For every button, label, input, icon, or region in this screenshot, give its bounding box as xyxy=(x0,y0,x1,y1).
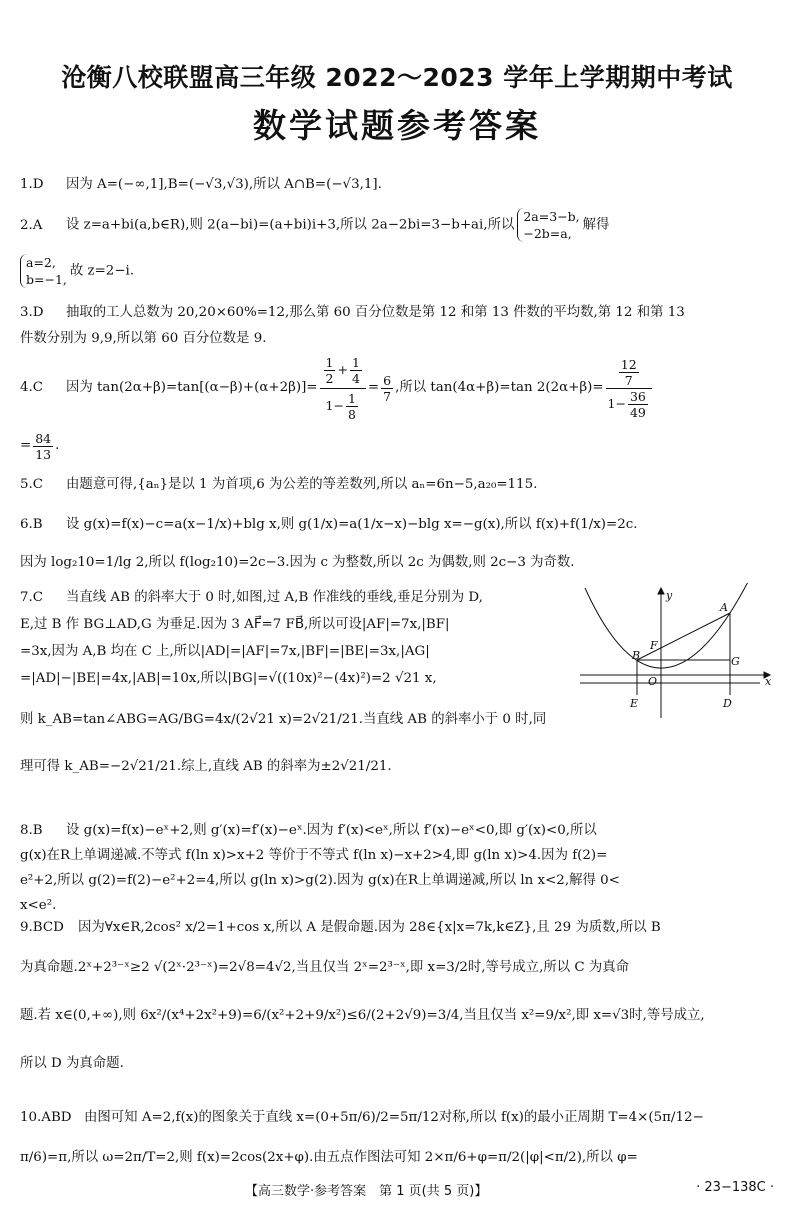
label-f: F xyxy=(650,639,658,652)
answer-6: 6.B 设 g(x)=f(x)−c=a(x−1/x)+blg x,则 g(1/x)=a(1/x−x)−blg x=−g(x),所以 f(x)+f(1/x)=2c. 因为 log₂10=1/lg 2,所以 f(log₂10)=2c−3.因为 c 为整数,所以 2c 为偶数,则 2c−3 为奇数. xyxy=(20,517,638,570)
label-o: O xyxy=(648,675,658,688)
label-y: y xyxy=(666,589,673,602)
answer-10: 10.ABD 由图可知 A=2,f(x)的图象关于直线 x=(0+5π/6)/2=5π/12对称,所以 f(x)的最小正周期 T=4×(5π/12− π/6)=π,所以 ω=2π/T=2,则 f(x)=2cos(2x+φ).由五点作图法可知 2×π/6+φ=π/2(|φ|<π/2),所以 φ= xyxy=(20,1110,704,1165)
y-axis-arrow xyxy=(658,588,664,594)
equation-system: 2a=3−b, −2b=a, xyxy=(517,208,579,242)
footer-code: · 23−138C · xyxy=(696,1180,774,1195)
label-g: G xyxy=(731,655,740,668)
footer-page-info: 【高三数学·参考答案 第 1 页(共 5 页)】 xyxy=(245,1184,488,1199)
answer-1: 1.D 因为 A=(−∞,1],B=(−√3,√3),所以 A∩B=(−√3,1]. xyxy=(20,177,382,192)
page-subtitle: 数学试题参考答案 xyxy=(253,106,541,145)
answer-5: 5.C 由题意可得,{aₙ}是以 1 为首项,6 为公差的等差数列,所以 aₙ=6n−5,a₂₀=115. xyxy=(20,477,538,492)
answer-3: 3.D 抽取的工人总数为 20,20×60%=12,那么第 60 百分位数是第 12 和第 13 件数的平均数,第 12 和第 13 件数分别为 9,9,所以第 60 百分位数是 9. xyxy=(20,305,685,346)
label-x: x xyxy=(765,675,772,688)
answer-4: 4.C 因为 tan(2α+β)=tan[(α−β)+(α+2β)]= $\frac{1}{2}$ + $\frac{1}{4}$ 1− $\frac{1}{8}$ = $\frac{6}{7}$ ,所以 tan(4α+β)=tan 2(2α+β)= $\frac{12}{7}$ 1− $\frac{36}{49}$ = $\frac{84}{13}$ . xyxy=(20,350,776,466)
parabola-figure xyxy=(580,583,780,718)
answer-2: 2.A 设 z=a+bi(a,b∈R),则 2(a−bi)=(a+bi)i+3,所以 2a−2bi=3−b+ai,所以 2a=3−b, −2b=a, 解得 a=2, b=−1, 故 z=2−i. xyxy=(20,209,610,287)
tan-fraction: $\frac{12}{7}$ 1− $\frac{36}{49}$ xyxy=(606,357,652,420)
compound-fraction: $\frac{1}{2}$ + $\frac{1}{4}$ 1− $\frac{1}{8}$ xyxy=(320,355,366,422)
label-b: B xyxy=(632,649,641,662)
answer-8: 8.B 设 g(x)=f(x)−eˣ+2,则 g′(x)=f′(x)−eˣ.因为 f′(x)<eˣ,所以 f′(x)−eˣ<0,即 g′(x)<0,所以 g(x)在R上单调递减.不等式 f(ln x)>x+2 等价于不等式 f(ln x)−x+2>4,即 g(ln x)>4.因为 f(2)= e²+2,所以 g(2)=f(2)−e²+2=4,所以 g(ln x)>g(2).因为 g(x)在R上单调递减,所以 ln x<2,解得 0< x<e². xyxy=(20,823,620,913)
answer-9: 9.BCD 因为∀x∈R,2cos² x/2=1+cos x,所以 A 是假命题.因为 28∈{x|x=7k,k∈Z},且 29 为质数,所以 B 为真命题.2ˣ+2³⁻ˣ≥2 √(2ˣ·2³⁻ˣ)=2√8=4√2,当且仅当 2ˣ=2³⁻ˣ,即 x=3/2时,等号成立,所以 C 为真命 题.若 x∈(0,+∞),则 6x²/(x⁴+2x²+9)=6/(x²+2+9/x²)≤6/(2+2√9)=3/4,当且仅当 x²=9/x²,即 x=√3时,等号成立, 所以 D 为真命题. xyxy=(20,920,705,1071)
page-title: 沧衡八校联盟高三年级 2022～2023 学年上学期期中考试 xyxy=(61,63,733,92)
solution-system: a=2, b=−1, xyxy=(20,254,67,288)
answer-7: 7.C 当直线 AB 的斜率大于 0 时,如图,过 A,B 作准线的垂线,垂足分别为 D, E,过 B 作 BG⊥AD,G 为垂足.因为 3 AF⃗=7 FB⃗,所以可设|AF|=7x,|BF| =3x,因为 A,B 均在 C 上,所以|AD|=|AF|=7x,|BF|=|BE|=3x,|AG| =|AD|−|BE|=4x,|AB|=10x,所以|BG|=√((10x)²−(4x)²)=2 √21 x, 则 k_AB=tan∠ABG=AG/BG=4x/(2√21 x)=2√21/21.当直线 AB 的斜率小于 0 时,同 理可得 k_AB=−2√21/21.综上,直线 AB 的斜率为±2√21/21. xyxy=(20,590,547,774)
line-ab xyxy=(637,613,730,660)
label-e: E xyxy=(630,697,639,710)
label-a: A xyxy=(720,601,728,614)
label-d: D xyxy=(723,697,732,710)
